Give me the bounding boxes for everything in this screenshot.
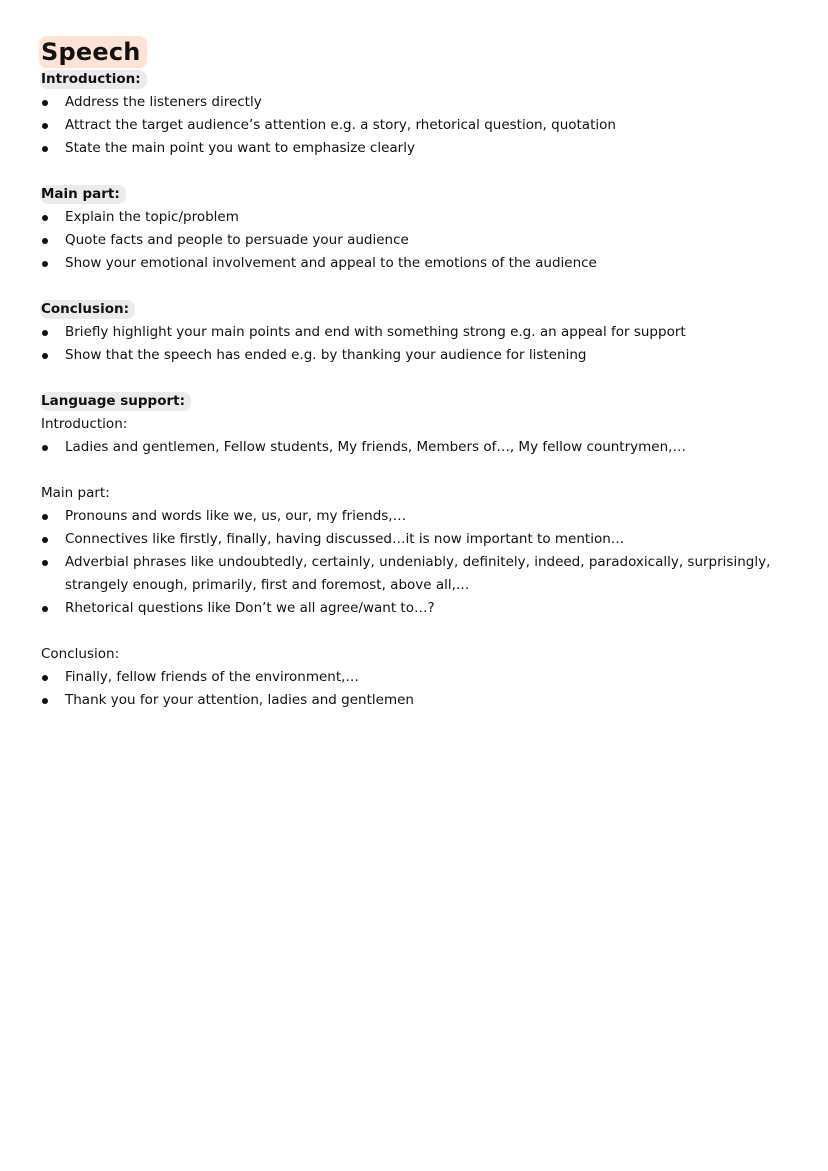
list-item-text: Show your emotional involvement and appeal to the emotions of the audience [65, 255, 597, 271]
list-item [41, 666, 788, 689]
list-item [41, 597, 788, 620]
list-item-text: Thank you for your attention, ladies and gentlemen [65, 692, 414, 708]
ls-main-part-section [41, 482, 788, 620]
ls-conclusion-list [41, 666, 788, 712]
list-item-text: Address the listeners directly [65, 94, 262, 110]
language-support-heading: Language support: [40, 392, 191, 411]
bullet-icon [42, 238, 48, 244]
language-support-section [41, 390, 788, 459]
page-title: Speech [39, 36, 147, 68]
list-item-text: Finally, fellow friends of the environment,… [65, 669, 359, 685]
list-item [41, 689, 788, 712]
list-item-text: Adverbial phrases like undoubtedly, certainly, undeniably, definitely, indeed, paradoxically, surprisingly, strangely enough, primarily, first and foremost, above all,… [65, 554, 771, 593]
main-part-list [41, 206, 788, 275]
introduction-heading: Introduction: [40, 70, 147, 89]
ls-introduction-label: Introduction: [41, 416, 128, 432]
list-item [41, 551, 788, 597]
ls-conclusion-label: Conclusion: [41, 646, 120, 662]
ls-main-part-label: Main part: [41, 485, 110, 501]
main-part-heading: Main part: [40, 185, 126, 204]
ls-main-part-list [41, 505, 788, 620]
bullet-icon [42, 675, 48, 681]
title-row [41, 36, 788, 68]
list-item-text: Rhetorical questions like Don’t we all agree/want to…? [65, 600, 435, 616]
list-item-text: Briefly highlight your main points and end with something strong e.g. an appeal for support [65, 324, 686, 340]
list-item [41, 436, 788, 459]
list-item-text: Show that the speech has ended e.g. by thanking your audience for listening [65, 347, 587, 363]
list-item-text: Connectives like firstly, finally, having discussed…it is now important to mention… [65, 531, 625, 547]
list-item-text: Quote facts and people to persuade your audience [65, 232, 409, 248]
bullet-icon [42, 606, 48, 612]
bullet-icon [42, 100, 48, 106]
list-item [41, 114, 788, 137]
bullet-icon [42, 560, 48, 566]
bullet-icon [42, 445, 48, 451]
list-item [41, 344, 788, 367]
bullet-icon [42, 261, 48, 267]
bullet-icon [42, 698, 48, 704]
introduction-list [41, 91, 788, 160]
conclusion-heading: Conclusion: [40, 300, 135, 319]
list-item [41, 505, 788, 528]
list-item-text: Explain the topic/problem [65, 209, 239, 225]
bullet-icon [42, 330, 48, 336]
bullet-icon [42, 514, 48, 520]
conclusion-list [41, 321, 788, 367]
main-part-section [41, 183, 788, 275]
bullet-icon [42, 146, 48, 152]
bullet-icon [42, 353, 48, 359]
list-item [41, 252, 788, 275]
list-item-text: Attract the target audience’s attention e.g. a story, rhetorical question, quotation [65, 117, 616, 133]
list-item [41, 206, 788, 229]
list-item [41, 321, 788, 344]
list-item [41, 229, 788, 252]
bullet-icon [42, 123, 48, 129]
list-item-text: Pronouns and words like we, us, our, my friends,… [65, 508, 407, 524]
introduction-section [41, 68, 788, 160]
list-item [41, 91, 788, 114]
list-item [41, 528, 788, 551]
conclusion-section [41, 298, 788, 367]
ls-conclusion-section [41, 643, 788, 712]
ls-introduction-list [41, 436, 788, 459]
bullet-icon [42, 215, 48, 221]
list-item-text: Ladies and gentlemen, Fellow students, My friends, Members of…, My fellow countrymen,… [65, 439, 686, 455]
bullet-icon [42, 537, 48, 543]
list-item [41, 137, 788, 160]
list-item-text: State the main point you want to emphasize clearly [65, 140, 415, 156]
